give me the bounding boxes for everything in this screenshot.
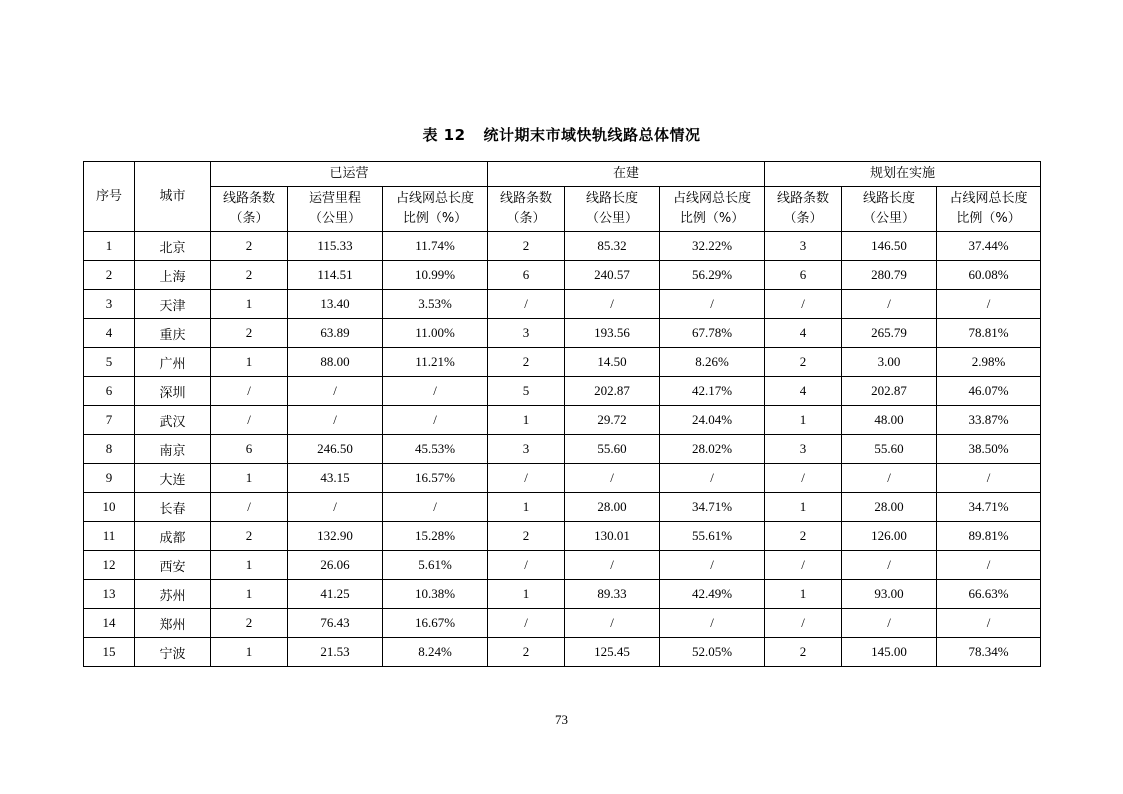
header-sub	[765, 187, 842, 232]
value-cell: 1	[211, 348, 288, 377]
value-cell: 2	[488, 232, 565, 261]
value-cell: /	[765, 551, 842, 580]
value-cell: 93.00	[842, 580, 937, 609]
table-row	[84, 319, 1041, 348]
value-cell: 10.99%	[383, 261, 488, 290]
header-group-operating: 已运营	[211, 162, 488, 187]
value-cell: 6	[765, 261, 842, 290]
header-sub	[383, 187, 488, 232]
value-cell: 126.00	[842, 522, 937, 551]
value-cell: 3	[488, 319, 565, 348]
table-row	[84, 290, 1041, 319]
value-cell: 55.60	[565, 435, 660, 464]
value-cell: 45.53%	[383, 435, 488, 464]
value-cell: 2.98%	[937, 348, 1041, 377]
value-cell: 2	[488, 638, 565, 667]
value-cell: /	[211, 377, 288, 406]
table-row	[84, 406, 1041, 435]
statistics-table	[83, 161, 1041, 667]
value-cell: 88.00	[288, 348, 383, 377]
value-cell: 55.61%	[660, 522, 765, 551]
value-cell: /	[937, 464, 1041, 493]
value-cell: 3	[765, 232, 842, 261]
value-cell: 2	[211, 609, 288, 638]
value-cell: /	[565, 609, 660, 638]
value-cell: /	[288, 406, 383, 435]
value-cell: 13.40	[288, 290, 383, 319]
value-cell: 265.79	[842, 319, 937, 348]
city-cell: 大连	[135, 464, 211, 493]
city-cell: 广州	[135, 348, 211, 377]
city-cell: 南京	[135, 435, 211, 464]
header-sub-line1: 线路长度	[863, 191, 916, 206]
header-sub-line2: （公里）	[586, 211, 639, 226]
value-cell: 2	[488, 348, 565, 377]
city-cell: 天津	[135, 290, 211, 319]
value-cell: 1	[765, 493, 842, 522]
header-sub-line2: 比例（%）	[402, 211, 468, 226]
header-sub-line2: （公里）	[308, 211, 361, 226]
header-sub-line2: 比例（%）	[956, 211, 1021, 226]
header-sub	[937, 187, 1041, 232]
value-cell: 34.71%	[660, 493, 765, 522]
value-cell: 1	[211, 290, 288, 319]
value-cell: /	[383, 493, 488, 522]
value-cell: /	[565, 464, 660, 493]
value-cell: /	[660, 609, 765, 638]
value-cell: 48.00	[842, 406, 937, 435]
table-caption: 统计期末市域快轨线路总体情况	[483, 126, 701, 144]
value-cell: /	[565, 551, 660, 580]
value-cell: 38.50%	[937, 435, 1041, 464]
table-row	[84, 609, 1041, 638]
value-cell: /	[660, 290, 765, 319]
header-sub	[565, 187, 660, 232]
table-row	[84, 464, 1041, 493]
value-cell: /	[488, 290, 565, 319]
value-cell: 24.04%	[660, 406, 765, 435]
header-sub	[288, 187, 383, 232]
city-cell: 重庆	[135, 319, 211, 348]
value-cell: 66.63%	[937, 580, 1041, 609]
header-group-planned: 规划在实施	[765, 162, 1041, 187]
value-cell: /	[842, 464, 937, 493]
city-cell: 苏州	[135, 580, 211, 609]
header-sub	[211, 187, 288, 232]
value-cell: 6	[488, 261, 565, 290]
header-sub-line2: （条）	[229, 211, 269, 226]
header-sub-line2: （公里）	[863, 211, 916, 226]
value-cell: /	[660, 464, 765, 493]
header-city: 城市	[135, 162, 211, 232]
value-cell: 3.00	[842, 348, 937, 377]
header-sub-line1: 运营里程	[308, 191, 361, 206]
value-cell: /	[288, 377, 383, 406]
value-cell: /	[937, 609, 1041, 638]
value-cell: 29.72	[565, 406, 660, 435]
header-sub	[842, 187, 937, 232]
value-cell: 14.50	[565, 348, 660, 377]
header-group-row	[84, 162, 1041, 187]
value-cell: 1	[211, 638, 288, 667]
value-cell: 78.34%	[937, 638, 1041, 667]
value-cell: /	[765, 290, 842, 319]
row-seq-cell: 9	[84, 464, 135, 493]
value-cell: 130.01	[565, 522, 660, 551]
value-cell: 32.22%	[660, 232, 765, 261]
city-cell: 西安	[135, 551, 211, 580]
value-cell: 63.89	[288, 319, 383, 348]
value-cell: 33.87%	[937, 406, 1041, 435]
value-cell: 11.00%	[383, 319, 488, 348]
value-cell: 145.00	[842, 638, 937, 667]
value-cell: /	[937, 290, 1041, 319]
table-title	[0, 124, 1123, 145]
row-seq-cell: 5	[84, 348, 135, 377]
value-cell: 280.79	[842, 261, 937, 290]
header-sub-line1: 占线网总长度	[673, 191, 752, 206]
city-cell: 成都	[135, 522, 211, 551]
value-cell: 1	[211, 580, 288, 609]
value-cell: 1	[765, 406, 842, 435]
value-cell: 78.81%	[937, 319, 1041, 348]
value-cell: 28.00	[565, 493, 660, 522]
value-cell: /	[842, 290, 937, 319]
table-number: 表 12	[422, 126, 466, 144]
page-number: 73	[555, 712, 568, 727]
table-row	[84, 377, 1041, 406]
value-cell: 240.57	[565, 261, 660, 290]
header-sub-line2: 比例（%）	[679, 211, 745, 226]
value-cell: 42.49%	[660, 580, 765, 609]
value-cell: /	[211, 406, 288, 435]
value-cell: 11.21%	[383, 348, 488, 377]
table-row	[84, 261, 1041, 290]
value-cell: 115.33	[288, 232, 383, 261]
value-cell: 52.05%	[660, 638, 765, 667]
table-row	[84, 232, 1041, 261]
value-cell: 1	[488, 580, 565, 609]
city-cell: 北京	[135, 232, 211, 261]
header-sub-line1: 线路条数	[500, 191, 553, 206]
value-cell: 89.33	[565, 580, 660, 609]
value-cell: 16.57%	[383, 464, 488, 493]
value-cell: 1	[211, 551, 288, 580]
value-cell: 8.26%	[660, 348, 765, 377]
row-seq-cell: 3	[84, 290, 135, 319]
header-sub	[488, 187, 565, 232]
value-cell: /	[288, 493, 383, 522]
value-cell: 16.67%	[383, 609, 488, 638]
value-cell: /	[765, 464, 842, 493]
city-cell: 郑州	[135, 609, 211, 638]
value-cell: 60.08%	[937, 261, 1041, 290]
city-cell: 长春	[135, 493, 211, 522]
table-row	[84, 348, 1041, 377]
header-seq: 序号	[84, 162, 135, 232]
header-sub-line1: 线路条数	[777, 191, 830, 206]
value-cell: 2	[488, 522, 565, 551]
value-cell: 2	[211, 319, 288, 348]
row-seq-cell: 10	[84, 493, 135, 522]
value-cell: 41.25	[288, 580, 383, 609]
header-group-under-construction: 在建	[488, 162, 765, 187]
value-cell: 46.07%	[937, 377, 1041, 406]
value-cell: 3	[488, 435, 565, 464]
table-body	[84, 232, 1041, 667]
value-cell: 10.38%	[383, 580, 488, 609]
value-cell: 55.60	[842, 435, 937, 464]
value-cell: 56.29%	[660, 261, 765, 290]
table-row	[84, 493, 1041, 522]
value-cell: 1	[765, 580, 842, 609]
value-cell: 2	[765, 522, 842, 551]
value-cell: 11.74%	[383, 232, 488, 261]
value-cell: 67.78%	[660, 319, 765, 348]
value-cell: 146.50	[842, 232, 937, 261]
row-seq-cell: 6	[84, 377, 135, 406]
header-sub-line1: 占线网总长度	[949, 191, 1028, 206]
value-cell: 202.87	[565, 377, 660, 406]
value-cell: 2	[765, 638, 842, 667]
header-sub-line1: 线路条数	[222, 191, 275, 206]
value-cell: /	[842, 551, 937, 580]
value-cell: 5.61%	[383, 551, 488, 580]
city-cell: 上海	[135, 261, 211, 290]
table-row	[84, 522, 1041, 551]
value-cell: 2	[765, 348, 842, 377]
value-cell: 28.00	[842, 493, 937, 522]
row-seq-cell: 12	[84, 551, 135, 580]
value-cell: 132.90	[288, 522, 383, 551]
value-cell: 3.53%	[383, 290, 488, 319]
value-cell: 26.06	[288, 551, 383, 580]
value-cell: /	[488, 609, 565, 638]
value-cell: /	[937, 551, 1041, 580]
header-sub-line2: （条）	[506, 211, 546, 226]
value-cell: 37.44%	[937, 232, 1041, 261]
table-row	[84, 580, 1041, 609]
row-seq-cell: 2	[84, 261, 135, 290]
value-cell: /	[842, 609, 937, 638]
city-cell: 宁波	[135, 638, 211, 667]
header-sub	[660, 187, 765, 232]
value-cell: 2	[211, 522, 288, 551]
header-sub-line1: 线路长度	[586, 191, 639, 206]
value-cell: 21.53	[288, 638, 383, 667]
row-seq-cell: 11	[84, 522, 135, 551]
value-cell: /	[383, 377, 488, 406]
value-cell: 42.17%	[660, 377, 765, 406]
row-seq-cell: 7	[84, 406, 135, 435]
value-cell: 114.51	[288, 261, 383, 290]
row-seq-cell: 8	[84, 435, 135, 464]
value-cell: 8.24%	[383, 638, 488, 667]
city-cell: 深圳	[135, 377, 211, 406]
value-cell: 4	[765, 319, 842, 348]
value-cell: /	[488, 551, 565, 580]
value-cell: /	[565, 290, 660, 319]
value-cell: 193.56	[565, 319, 660, 348]
value-cell: 1	[488, 406, 565, 435]
city-cell: 武汉	[135, 406, 211, 435]
header-sub-line1: 占线网总长度	[396, 191, 475, 206]
value-cell: 246.50	[288, 435, 383, 464]
row-seq-cell: 1	[84, 232, 135, 261]
value-cell: 76.43	[288, 609, 383, 638]
value-cell: 89.81%	[937, 522, 1041, 551]
value-cell: 34.71%	[937, 493, 1041, 522]
value-cell: 1	[488, 493, 565, 522]
value-cell: 28.02%	[660, 435, 765, 464]
row-seq-cell: 4	[84, 319, 135, 348]
value-cell: 15.28%	[383, 522, 488, 551]
value-cell: /	[383, 406, 488, 435]
value-cell: 1	[211, 464, 288, 493]
row-seq-cell: 13	[84, 580, 135, 609]
value-cell: 202.87	[842, 377, 937, 406]
value-cell: 2	[211, 261, 288, 290]
value-cell: /	[211, 493, 288, 522]
value-cell: 2	[211, 232, 288, 261]
table-row	[84, 551, 1041, 580]
value-cell: /	[488, 464, 565, 493]
value-cell: 5	[488, 377, 565, 406]
table-row	[84, 435, 1041, 464]
value-cell: 6	[211, 435, 288, 464]
header-sub-line2: （条）	[783, 211, 823, 226]
value-cell: 4	[765, 377, 842, 406]
table-row	[84, 638, 1041, 667]
value-cell: 43.15	[288, 464, 383, 493]
value-cell: 125.45	[565, 638, 660, 667]
header-sub-row	[84, 187, 1041, 232]
value-cell: /	[660, 551, 765, 580]
row-seq-cell: 14	[84, 609, 135, 638]
value-cell: /	[765, 609, 842, 638]
value-cell: 85.32	[565, 232, 660, 261]
row-seq-cell: 15	[84, 638, 135, 667]
value-cell: 3	[765, 435, 842, 464]
